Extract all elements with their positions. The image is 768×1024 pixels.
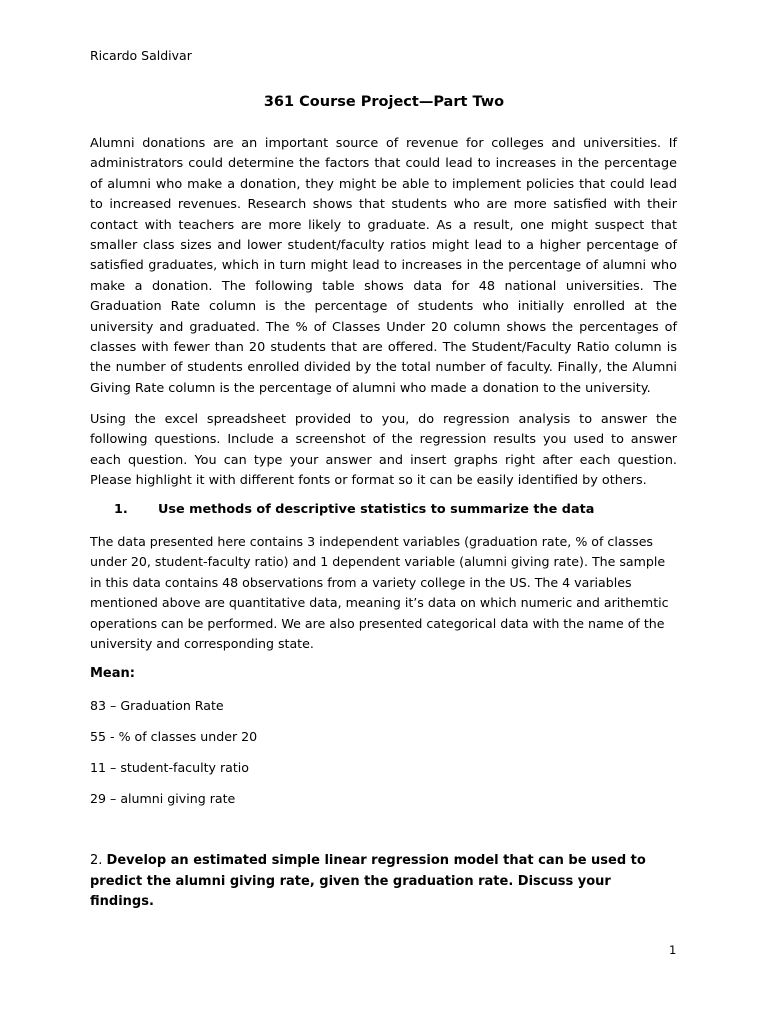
author-name: Ricardo Saldivar xyxy=(90,48,192,63)
intro-paragraph: Alumni donations are an important source of revenue for colleges and universities. If administrators could determine the factors that could lead to increases in the percentage of alumni who make a donation, they might be able to implement policies that could lead to increased revenues. Research shows that students who are more satisfied with their contact with teachers are more likely to graduate. As a result, one might suspect that smaller class sizes and lower student/faculty ratios might lead to a higher percentage of satisfied graduates, which in turn might lead to increases in the percentage of alumni who make a donation. The following table shows data for 48 national universities. The Graduation Rate column is the percentage of students who initially enrolled at the university and graduated. The % of Classes Under 20 column shows the percentages of classes with fewer than 20 students that are offered. The Student/Faculty Ratio column is the number of students enrolled divided by the total number of faculty. Finally, the Alumni Giving Rate column is the percentage of alumni who made a donation to the university. xyxy=(90,136,677,396)
mean-item-alumni-giving-rate: 29 – alumni giving rate xyxy=(90,791,236,806)
mean-item-student-faculty-ratio: 11 – student-faculty ratio xyxy=(90,760,250,775)
instructions-paragraph: Using the excel spreadsheet provided to you, do regression analysis to answer the following questions. Include a screenshot of the regression results you used to answer each question. You can type your answer and insert graphs right after each question. Please highlight it with different fonts or format so it can be easily identified by others. xyxy=(90,412,677,489)
question-1-heading xyxy=(90,502,677,517)
question-2-number: 2. xyxy=(90,853,103,868)
document-title: 361 Course Project—Part Two xyxy=(263,94,505,110)
mean-heading: Mean: xyxy=(90,666,135,681)
mean-item-graduation-rate: 83 – Graduation Rate xyxy=(90,698,224,713)
question-1-number: 1. xyxy=(114,502,128,517)
answer-1-paragraph: The data presented here contains 3 independent variables (graduation rate, % of classes under 20, student-faculty ratio) and 1 dependent variable (alumni giving rate). The sample in this data contains 48 observations from a variety college in the US. The 4 variables mentioned above are quantitative data, meaning it’s data on which numeric and arithemtic operations can be performed. We are also presented categorical data with the name of the university and corresponding state. xyxy=(90,534,669,652)
mean-list xyxy=(90,697,257,821)
page-number: 1 xyxy=(669,943,677,957)
question-1-text: Use methods of descriptive statistics to summarize the data xyxy=(158,502,595,517)
mean-item-classes-under-20: 55 - % of classes under 20 xyxy=(90,729,258,744)
question-2-heading xyxy=(90,851,677,913)
question-2-text: Develop an estimated simple linear regression model that can be used to predict the alumni giving rate, given the graduation rate. Discuss your findings. xyxy=(90,853,646,909)
